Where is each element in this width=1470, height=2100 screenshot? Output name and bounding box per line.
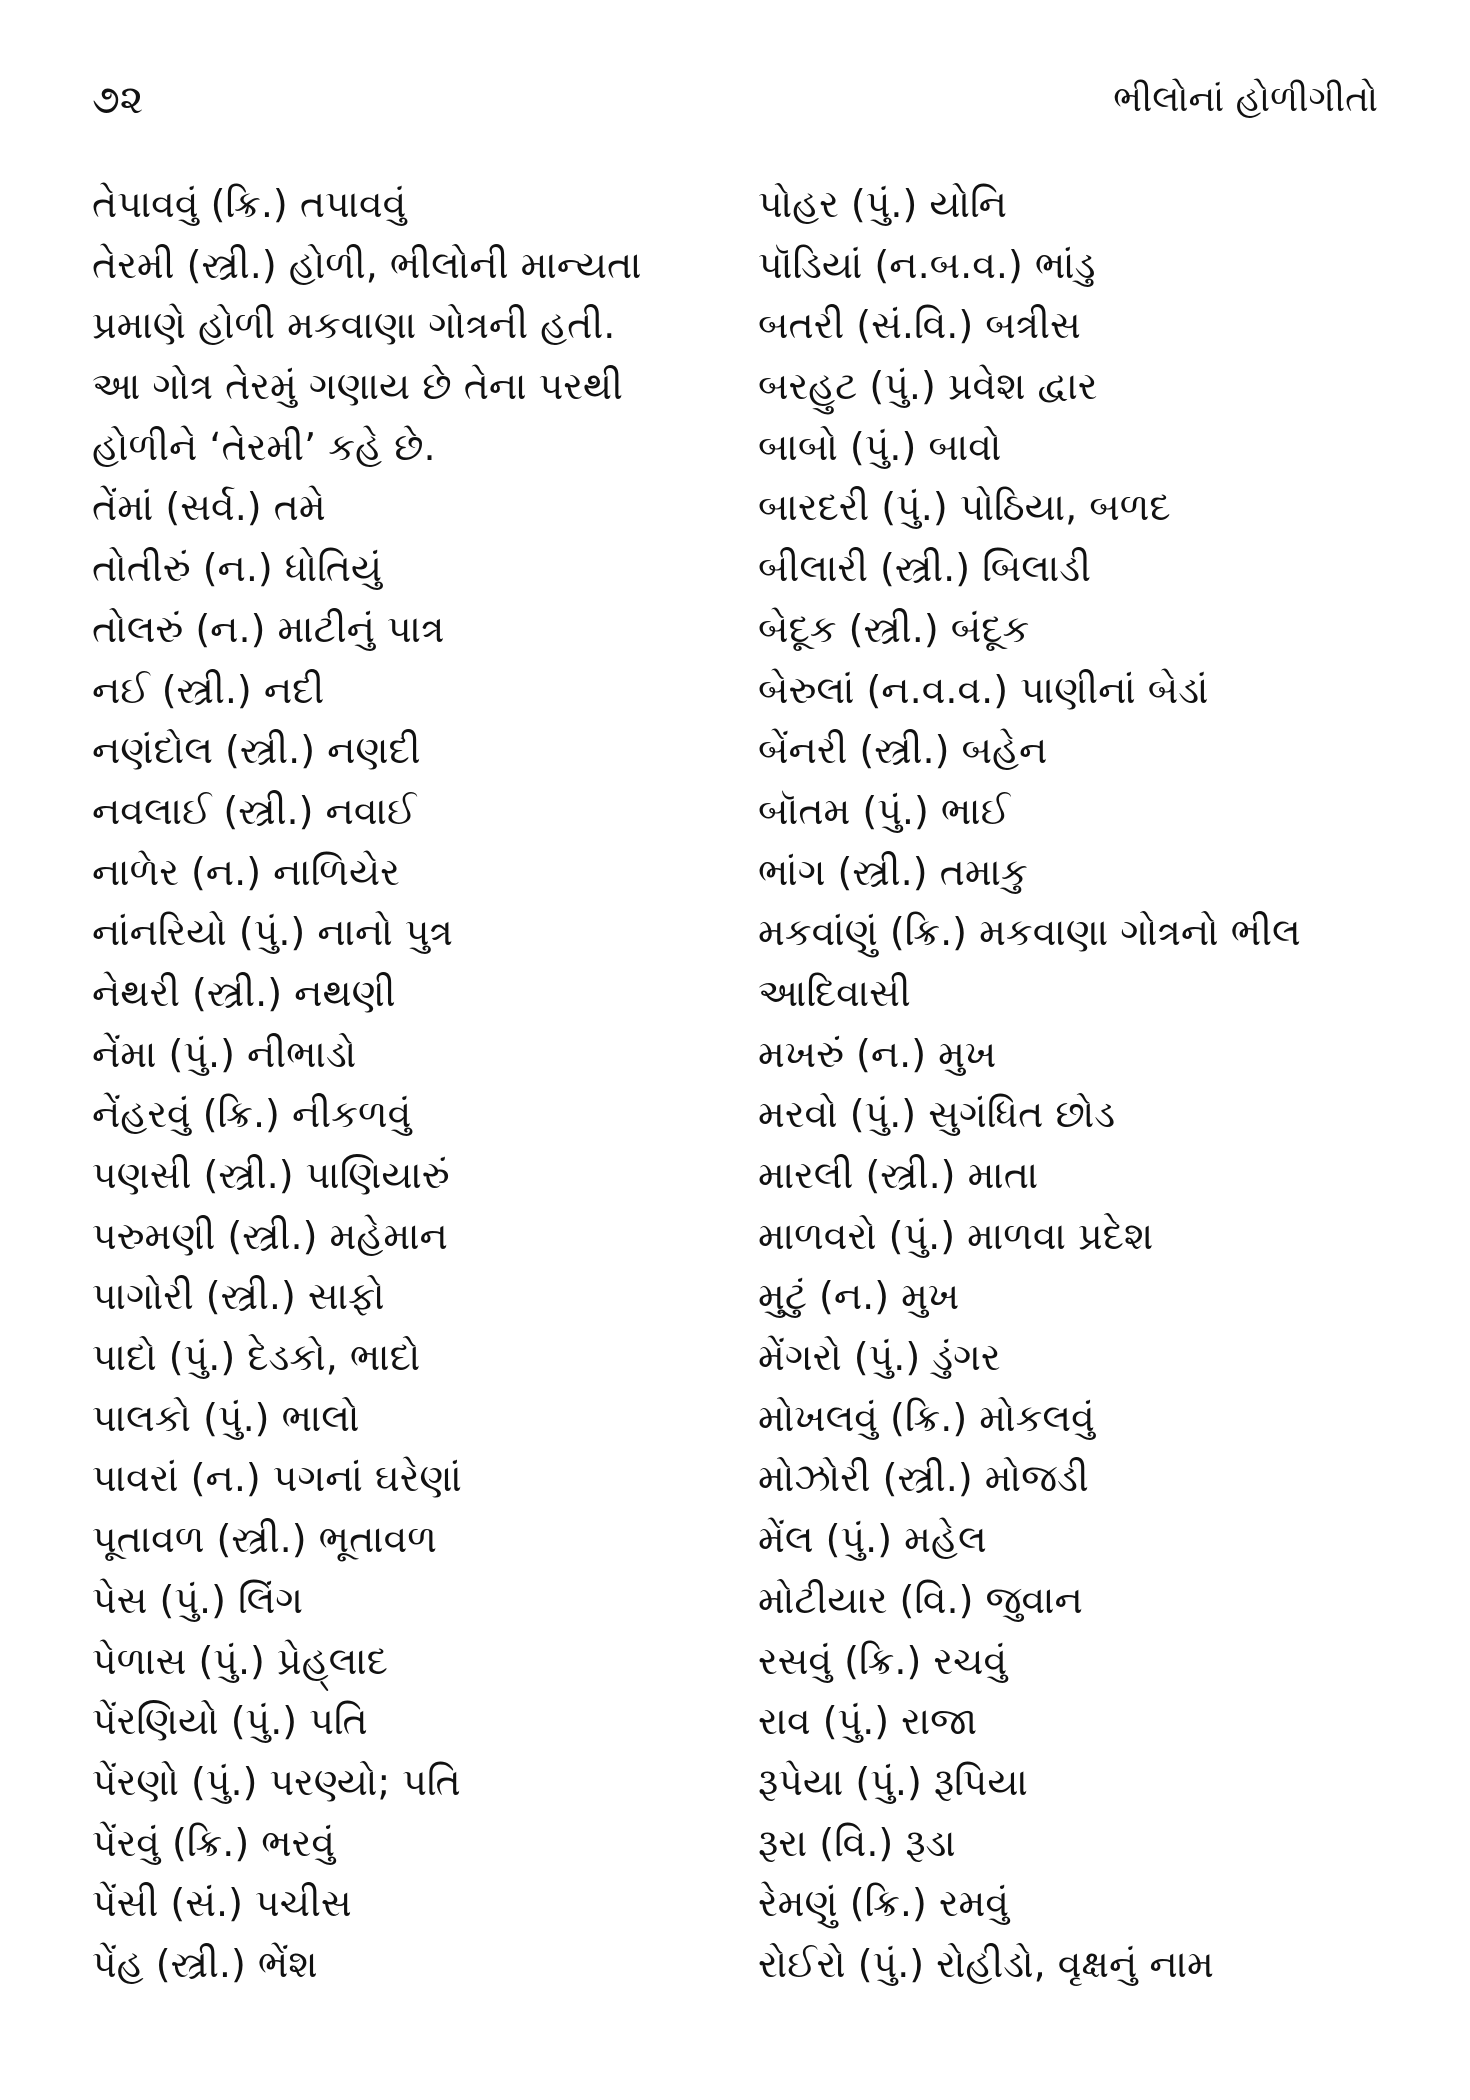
glossary-entry: નાળેર (ન.) નાળિયેર — [92, 849, 400, 894]
glossary-entry: બરહુટ (પું.) પ્રવેશ દ્વાર — [758, 364, 1098, 409]
glossary-entry: નેથરી (સ્ત્રી.) નથણી — [92, 970, 396, 1015]
glossary-entry: તેંમાં (સર્વ.) તમે — [92, 485, 326, 530]
glossary-entry: મકવાંણું (ક્રિ.) મકવાણા ગોત્રનો ભીલ — [758, 910, 1301, 955]
glossary-entry: બેંનરી (સ્ત્રી.) બહેન — [758, 728, 1048, 773]
glossary-entry: પૂતાવળ (સ્ત્રી.) ભૂતાવળ — [92, 1517, 437, 1562]
glossary-entry: માળવરો (પું.) માળવા પ્રદેશ — [758, 1213, 1154, 1258]
glossary-entry: આદિવાસી — [758, 970, 911, 1015]
glossary-left-column — [92, 174, 752, 1995]
glossary-entry: પાવરાં (ન.) પગનાં ઘરેણાં — [92, 1456, 462, 1501]
glossary-entry: મોખલવું (ક્રિ.) મોકલવું — [758, 1395, 1095, 1440]
glossary-entry: રાવ (પું.) રાજા — [758, 1699, 978, 1744]
glossary-entry: રોઈરો (પું.) રોહીડો, વૃક્ષનું નામ — [758, 1941, 1214, 1986]
glossary-entry: મોટીયાર (વિ.) જુવાન — [758, 1577, 1083, 1622]
glossary-entry: બતરી (સં.વિ.) બત્રીસ — [758, 303, 1081, 348]
glossary-entry: મરવો (પું.) સુગંધિત છોડ — [758, 1092, 1116, 1137]
glossary-entry: નણંદોલ (સ્ત્રી.) નણદી — [92, 728, 421, 773]
glossary-right-column — [758, 174, 1398, 1995]
glossary-entry: તેરમી (સ્ત્રી.) હોળી, ભીલોની માન્યતા — [92, 242, 642, 287]
glossary-entry: મારલી (સ્ત્રી.) માતા — [758, 1153, 1039, 1197]
glossary-entry: આ ગોત્ર તેરમું ગણાય છે તેના પરથી — [92, 364, 623, 409]
glossary-entry: ભાંગ (સ્ત્રી.) તમાકુ — [758, 849, 1028, 894]
glossary-entry: બીલારી (સ્ત્રી.) બિલાડી — [758, 546, 1091, 591]
glossary-entry: બારદરી (પું.) પોઠિયા, બળદ — [758, 485, 1171, 530]
glossary-entry: મેંગરો (પું.) ડુંગર — [758, 1335, 1001, 1380]
glossary-entry: પાલકો (પું.) ભાલો — [92, 1395, 360, 1440]
glossary-entry: પૉડિયાં (ન.બ.વ.) ભાંડુ — [758, 242, 1096, 287]
glossary-entry: પાદો (પું.) દેડકો, ભાદો — [92, 1335, 421, 1380]
glossary-entry: પરુમણી (સ્ત્રી.) મહેમાન — [92, 1213, 448, 1258]
glossary-entry: નેંહરવું (ક્રિ.) નીકળવું — [92, 1092, 412, 1137]
glossary-entry: બેદૂક (સ્ત્રી.) બંદૂક — [758, 606, 1030, 651]
running-title: ભીલોનાં હોળીગીતો — [1113, 79, 1378, 120]
glossary-entry: રૂરા (વિ.) રૂડા — [758, 1820, 956, 1865]
glossary-entry: પાગોરી (સ્ત્રી.) સાફો — [92, 1274, 385, 1319]
glossary-entry: પેંરણિયો (પું.) પતિ — [92, 1699, 368, 1744]
glossary-entry: નેંમા (પું.) નીભાડો — [92, 1031, 357, 1076]
glossary-entry: નાંનરિયો (પું.) નાનો પુત્ર — [92, 910, 453, 955]
glossary-entry: પેંહ (સ્ત્રી.) ભેંશ — [92, 1941, 318, 1986]
page-number: ૭૨ — [92, 77, 144, 123]
glossary-entry: મુટું (ન.) મુખ — [758, 1274, 960, 1319]
glossary-entry: મેંલ (પું.) મહેલ — [758, 1517, 987, 1562]
glossary-entry: મોઝોરી (સ્ત્રી.) મોજડી — [758, 1456, 1089, 1501]
glossary-entry: બેરુલાં (ન.વ.વ.) પાણીનાં બેડાં — [758, 667, 1209, 712]
glossary-entry: પેંસી (સં.) પચીસ — [92, 1881, 352, 1926]
glossary-entry: નઈ (સ્ત્રી.) નદી — [92, 667, 325, 712]
glossary-entry: બૉતમ (પું.) ભાઈ — [758, 788, 1010, 833]
glossary-entry: રેમણું (ક્રિ.) રમવું — [758, 1881, 1010, 1926]
glossary-entry: પેસ (પું.) લિંગ — [92, 1577, 304, 1622]
glossary-entry: પેળાસ (પું.) પ્રેહ્‌લાદ — [92, 1638, 388, 1683]
glossary-entry: બાબો (પું.) બાવો — [758, 424, 1002, 469]
glossary-entry: નવલાઈ (સ્ત્રી.) નવાઈ — [92, 788, 417, 833]
glossary-entry: રસવું (ક્રિ.) રચવું — [758, 1638, 1008, 1683]
glossary-entry: પોહર (પું.) યોનિ — [758, 182, 1007, 226]
glossary-entry: તોતીરું (ન.) ધોતિયું — [92, 546, 383, 591]
glossary-entry: મખરું (ન.) મુખ — [758, 1031, 997, 1076]
glossary-entry: પેંરવું (ક્રિ.) ભરવું — [92, 1820, 336, 1865]
glossary-entry: તોલરું (ન.) માટીનું પાત્ર — [92, 606, 445, 651]
glossary-entry: રૂપેયા (પું.) રૂપિયા — [758, 1759, 1028, 1804]
glossary-entry: તેપાવવું (ક્રિ.) તપાવવું — [92, 182, 407, 226]
glossary-entry: પણસી (સ્ત્રી.) પાણિયારું — [92, 1153, 450, 1197]
glossary-entry: પ્રમાણે હોળી મકવાણા ગોત્રની હતી. — [92, 303, 616, 348]
glossary-entry: પેંરણો (પું.) પરણ્યો; પતિ — [92, 1759, 461, 1804]
glossary-entry: હોળીને ‘તેરમી’ કહે છે. — [92, 424, 436, 469]
